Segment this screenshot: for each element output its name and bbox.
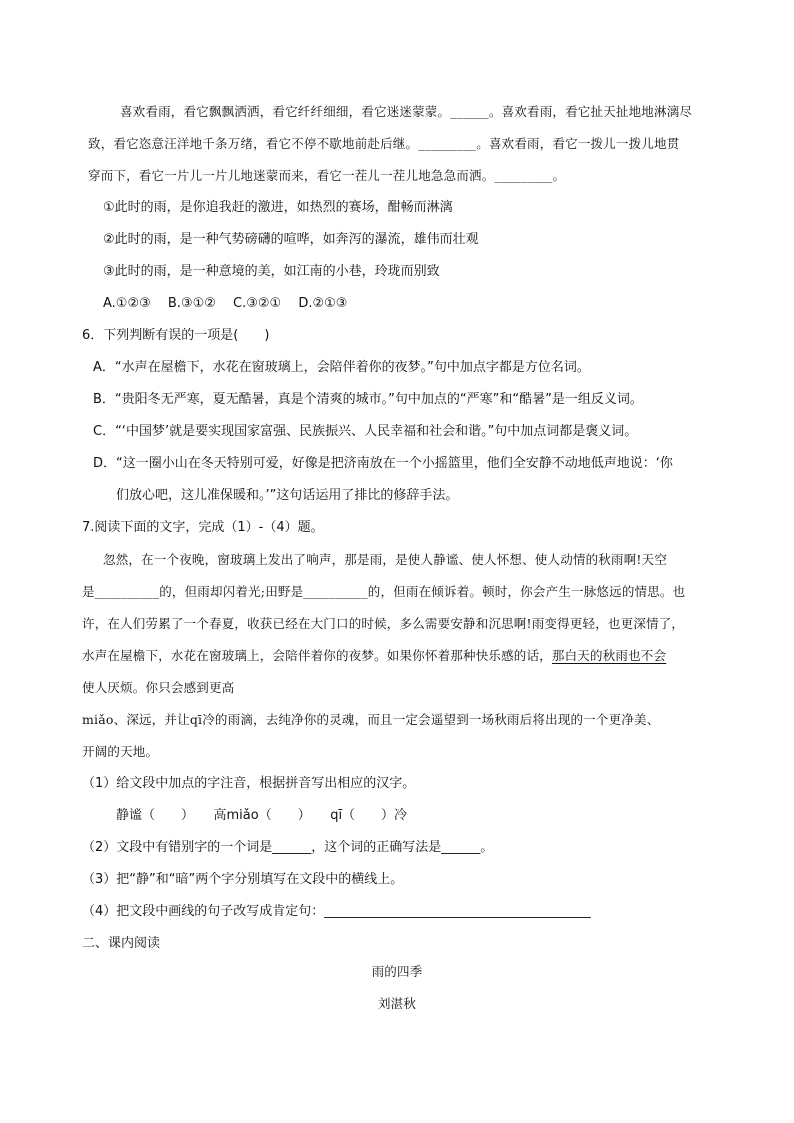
text-line: 静谧（ ） 高miǎo（ ） qī（ ）冷	[116, 808, 408, 823]
passage-text: 水声在屋檐下，水花在窗玻璃上，会陪伴着你的夜梦。如果你怀着那种快乐感的话，	[82, 648, 552, 663]
text-line: ②此时的雨，是一种气势磅礴的喧哗，如奔泻的瀑流，雄伟而壮观	[103, 232, 479, 247]
text-line: B．“贵阳冬无严寒，夏无酷暑，真是个清爽的城市。”句中加点的“严寒”和“酷暑”是一组反义词。	[93, 392, 643, 407]
text-line: 是__________的，但雨却闪着光;田野是__________的，但雨在倾诉着。顿时，你会产生一脉悠远的情思。也	[82, 584, 686, 599]
text-line: 忽然，在一个夜晚，窗玻璃上发出了响声，那是雨，是使人静谧、使人怀想、使人动情的秋雨啊!天空	[103, 552, 668, 567]
text-line: A.①②③ B.③①② C.③②① D.②①③	[103, 296, 348, 311]
text-line: 6．下列判断有误的一项是( )	[82, 328, 270, 343]
text-line: 们放心吧，这儿准保暖和。’”这句话运用了排比的修辞手法。	[116, 488, 459, 503]
text-line: （1）给文段中加点的字注音，根据拼音写出相应的汉字。	[82, 776, 416, 791]
text-line: 7.阅读下面的文字，完成（1）-（4）题。	[82, 520, 324, 535]
text-line: A．“水声在屋檐下，水花在窗玻璃上，会陪伴着你的夜梦。”句中加点字都是方位名词。	[93, 360, 590, 375]
text-line: 使人厌烦。你只会感到更高	[82, 680, 235, 695]
underlined-sentence: 那白天的秋雨也不会	[551, 648, 667, 663]
text-line: （3）把“静”和“暗”两个字分别填写在文段中的横线上。	[82, 872, 404, 887]
text-line: （4）把文段中画线的句子改写成肯定句：_________________________________________	[82, 904, 591, 919]
passage-title: 雨的四季	[371, 964, 423, 979]
passage-line-underlined	[82, 646, 666, 666]
text-line: 致，看它恣意汪洋地千条万绪，看它不停不歇地前赴后继。_________。喜欢看雨，看它一拨儿一拨儿地贯	[88, 136, 680, 151]
text-line: miǎo、深远，并让qī冷的雨滴，去纯净你的灵魂，而且一定会遥望到一场秋雨后将出现的一个更净美、	[82, 712, 660, 727]
text-line: ①此时的雨，是你追我赶的激进，如热烈的赛场，酣畅而淋漓	[103, 200, 453, 215]
text-line: D．“这一圈小山在冬天特别可爱，好像是把济南放在一个小摇篮里，他们全安静不动地低声地说：‘你	[93, 456, 673, 471]
text-line: ③此时的雨，是一种意境的美，如江南的小巷，玲珑而别致	[103, 264, 440, 279]
text-line: 喜欢看雨，看它飘飘洒洒，看它纤纤细细，看它迷迷蒙蒙。______。喜欢看雨，看它扯天扯地地淋漓尽	[120, 104, 693, 119]
text-line: 开阔的天地。	[82, 744, 159, 759]
text-line: 许，在人们劳累了一个春夏，收获已经在大门口的时候，多么需要安静和沉思啊!雨变得更轻，也更深情了，	[82, 616, 685, 631]
text-line: 穿而下，看它一片儿一片儿地迷蒙而来，看它一茬儿一茬儿地急急而洒。_________。	[88, 168, 566, 183]
text-line: C．“‘中国梦’就是要实现国家富强、民族振兴、人民幸福和社会和谐。”句中加点词都是褒义词。	[93, 424, 638, 439]
text-line: 二、课内阅读	[82, 936, 161, 951]
text-line: （2）文段中有错别字的一个词是______，这个词的正确写法是______。	[82, 840, 494, 855]
passage-author: 刘湛秋	[377, 996, 417, 1011]
